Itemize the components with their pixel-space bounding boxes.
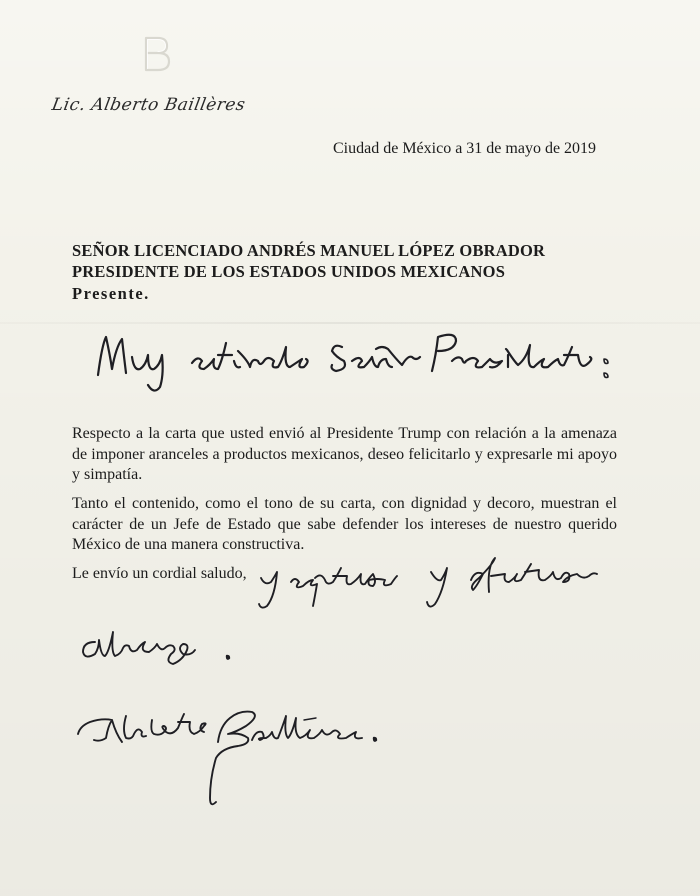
body-paragraph-2: Tanto el contenido, como el tono de su carta, con dignidad y decoro, muestran el carácter de un Jefe de Estado que sabe defender los intereses de nuestro querido México de una manera constructiva. (72, 495, 617, 553)
handwritten-abrazo (75, 622, 245, 672)
date-line: Ciudad de México a 31 de mayo de 2019 (333, 140, 597, 157)
recipient-title: PRESIDENTE DE LOS ESTADOS UNIDOS MEXICANOS (72, 262, 506, 281)
handwritten-salutation (90, 325, 620, 393)
closing-greeting: Le envío un cordial saludo, (72, 565, 247, 582)
handwritten-closing-addition (255, 552, 610, 612)
embossed-monogram-logo (140, 34, 174, 74)
body-paragraph-1: Respecto a la carta que usted envió al Presidente Trump con relación a la amenaza de imponer aranceles a productos mexicanos, deseo felicitarlo y expresarle mi apoyo y simpatía. (72, 425, 617, 483)
recipient-name: SEÑOR LICENCIADO ANDRÉS MANUEL LÓPEZ OBRADOR (72, 241, 546, 260)
paper-fold-line (0, 322, 700, 324)
letterhead-name: Lic. Alberto Baillères (50, 95, 247, 115)
recipient-presente: Presente. (72, 284, 150, 303)
handwritten-signature (70, 698, 390, 813)
